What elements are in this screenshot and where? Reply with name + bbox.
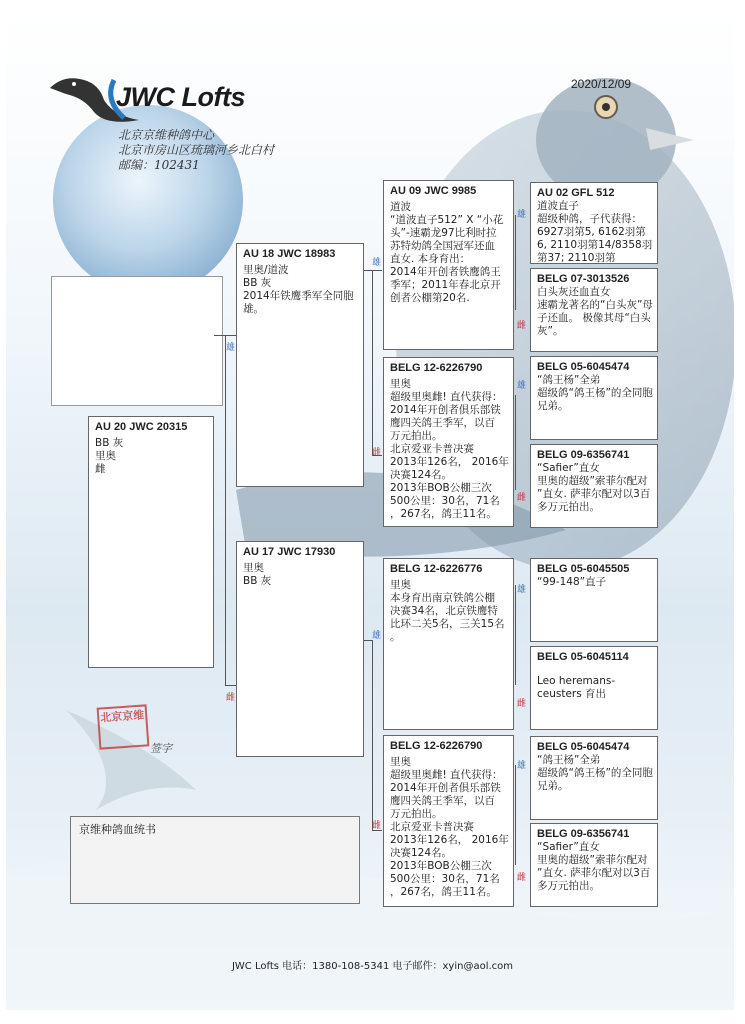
info-line: 头”-速霸龙97比利时拉 [390,227,497,239]
sex-marker-male: 雄 [226,343,236,353]
ring-number: BELG 12-6226790 [390,740,483,752]
info-line: 里奥/道波 [243,264,289,276]
info-line: 白头灰还血直女 [537,286,611,298]
address-line: 邮编：102431 [118,158,200,172]
info-line: 北京爱亚卡普决赛 [390,443,474,455]
ring-number: BELG 05-6045114 [537,651,629,663]
info-line: ”直女. 萨菲尔配对以3百 [537,867,651,879]
info-line: 万元拍出。 [390,430,443,442]
grandsire-paternal-card [383,180,514,350]
connector-line [515,765,516,865]
ring-number: BELG 09-6356741 [537,828,630,840]
address-block [118,128,274,173]
sex-marker-female: 雌 [517,699,527,709]
info-line: 兄弟。 [537,780,569,792]
info-line: 雄。 [243,303,264,315]
notes-box [70,816,360,904]
red-seal-stamp: 北京京维 [97,704,150,749]
ring-number: BELG 12-6226776 [390,563,483,575]
sex-marker-male: 雄 [517,210,527,220]
sire-card [236,243,364,487]
info-line: 2013年126名， 2016年 [390,456,509,468]
brand-name: JWC Lofts [116,82,245,112]
info-line: 创者公棚第20名. [390,292,470,304]
granddam-maternal-card [383,735,514,907]
connector-line [515,585,516,685]
info-line: 季军；2011年春北京开 [390,279,501,291]
info-line: 鹰四关鸽王季军，以百 [390,417,495,429]
ring-number: AU 18 JWC 18983 [243,248,336,260]
connector-line [372,270,382,271]
info-line: ，267名，鸽王11名。 [390,886,497,898]
info-line: 2014年开创者俱乐部铁 [390,404,501,416]
gen3-card-8 [530,823,658,907]
sex-marker-female: 雌 [517,321,527,331]
info-line: 多万元拍出。 [537,501,600,513]
info-line: “鸽王杨”全弟 [537,374,601,386]
info-line: 里奥的超级”索菲尔配对 [537,475,648,487]
info-line: ceusters 育出 [537,688,607,700]
info-line: 里奥 [390,579,411,591]
gen3-card-1 [530,182,658,264]
address-line: 北京市房山区琉璃河乡北白村 [118,143,275,157]
info-line: 里奥 [95,450,116,462]
info-line: 速霸龙著名的“白头灰”母 [537,299,653,311]
info-line: 决赛124名。 [390,847,453,859]
sex-marker-male: 雄 [517,761,527,771]
info-line: 2014年铁鹰季军全同胞 [243,290,354,302]
info-line: “Safier”直女 [537,841,600,853]
ring-number: BELG 07-3013526 [537,273,630,285]
sex-marker-male: 雄 [517,585,527,595]
grandsire-maternal-card [383,558,514,730]
connector-line [515,215,516,310]
info-line: “Safier”直女 [537,462,600,474]
info-line: 超级种鸽，子代获得： [537,213,642,225]
gen3-card-3 [530,356,658,440]
subject-pigeon-card [88,416,214,668]
info-line: 2014年开创者俱乐部铁 [390,782,501,794]
ring-number: AU 20 JWC 20315 [95,421,188,433]
info-line: 决赛34名，北京铁鹰特 [390,605,498,617]
print-date: 2020/12/09 [571,77,632,91]
info-line: 灰”。 [537,325,564,337]
connector-line [225,335,226,685]
ring-number: AU 09 JWC 9985 [390,185,477,197]
address-line: 北京京维种鸽中心 [118,128,215,142]
info-line: 500公里：30名，71名 [390,495,500,507]
info-line: 道波 [390,201,411,213]
info-line: 2014年开创者铁鹰鸽王 [390,266,501,278]
gen3-card-2 [530,268,658,352]
info-line: 北京爱亚卡普决赛 [390,821,474,833]
info-line: 6927羽第5, 6162羽第 [537,226,646,238]
ring-number: BELG 12-6226790 [390,362,483,374]
info-line: 比环二关5名，三关15名 [390,618,505,630]
info-line: 多万元拍出。 [537,880,600,892]
info-line: “道波直子512” X “小花 [390,214,504,226]
gen3-card-4 [530,444,658,528]
info-line: 超级鸽“鸽王杨”的全同胞 [537,387,653,399]
ring-number: BELG 05-6045474 [537,361,630,373]
pigeon-photo-frame [51,276,223,406]
info-line: 2013年126名， 2016年 [390,834,509,846]
info-line: 里奥的超级”索菲尔配对 [537,854,648,866]
granddam-paternal-card [383,357,514,527]
sex-marker-male: 雄 [372,631,382,641]
connector-line [372,640,373,830]
ring-number: BELG 09-6356741 [537,449,630,461]
info-line: 超级鸽“鸽王杨”的全同胞 [537,767,653,779]
info-line: 2013年BOB公棚三次 [390,482,492,494]
gen3-card-5 [530,558,658,642]
info-line: 2013年BOB公棚三次 [390,860,492,872]
sex-marker-female: 雌 [372,448,382,458]
info-line: 本身育出南京铁鸽公棚 [390,592,495,604]
dam-card [236,541,364,757]
info-line: 里奥 [390,756,411,768]
info-line: 直女. 本身育出： [390,253,471,265]
info-line: 超级里奥雌! 直代获得： [390,769,503,781]
info-line: “99-148”直子 [537,576,607,588]
info-line: 。 [390,631,401,643]
info-line: 6, 2110羽第14/8358羽 [537,239,653,251]
info-line: 苏特幼鸽全国冠军还血 [390,240,495,252]
ring-number: BELG 05-6045474 [537,741,630,753]
info-line: BB 灰 [243,277,272,289]
info-line: 兄弟。 [537,400,569,412]
info-line: 道波直子 [537,200,579,212]
info-line: 里奥 [243,562,264,574]
ring-number: BELG 05-6045505 [537,563,630,575]
sex-marker-female: 雌 [372,821,382,831]
notes-title: 京维种鸽血统书 [79,823,156,836]
info-line: 里奥 [390,378,411,390]
connector-line [372,270,373,455]
sex-marker-female: 雌 [517,493,527,503]
sex-marker-female: 雌 [517,873,527,883]
info-line: Leo heremans- [537,675,616,687]
info-line: 雌 [95,463,106,475]
sex-marker-male: 雄 [517,381,527,391]
info-line: 500公里：30名，71名 [390,873,500,885]
info-line: BB 灰 [95,437,124,449]
info-line: “鸽王杨”全弟 [537,754,601,766]
info-line: 子还血。 极像其母“白头 [537,312,651,324]
info-line: BB 灰 [243,575,272,587]
info-line: 万元拍出。 [390,808,443,820]
info-line: 超级里奥雌! 直代获得： [390,391,503,403]
info-line: 决赛124名。 [390,469,453,481]
info-line: 第37; 2110羽第 [537,252,616,264]
info-line: ”直女. 萨菲尔配对以3百 [537,488,651,500]
connector-line [225,685,236,686]
ring-number: AU 02 GFL 512 [537,187,615,199]
info-line: 鹰四关鸽王季军，以百 [390,795,495,807]
signature-label: 签字 [150,742,172,755]
gen3-card-7 [530,736,658,820]
gen3-card-6 [530,646,658,730]
ring-number: AU 17 JWC 17930 [243,546,336,558]
info-line: ，267名，鸽王11名。 [390,508,497,520]
connector-line [515,395,516,490]
footer-contact: JWC Lofts 电话：1380-108-5341 电子邮件：xyin@aol.com [231,961,514,972]
sex-marker-female: 雌 [226,693,236,703]
sex-marker-male: 雄 [372,258,382,268]
